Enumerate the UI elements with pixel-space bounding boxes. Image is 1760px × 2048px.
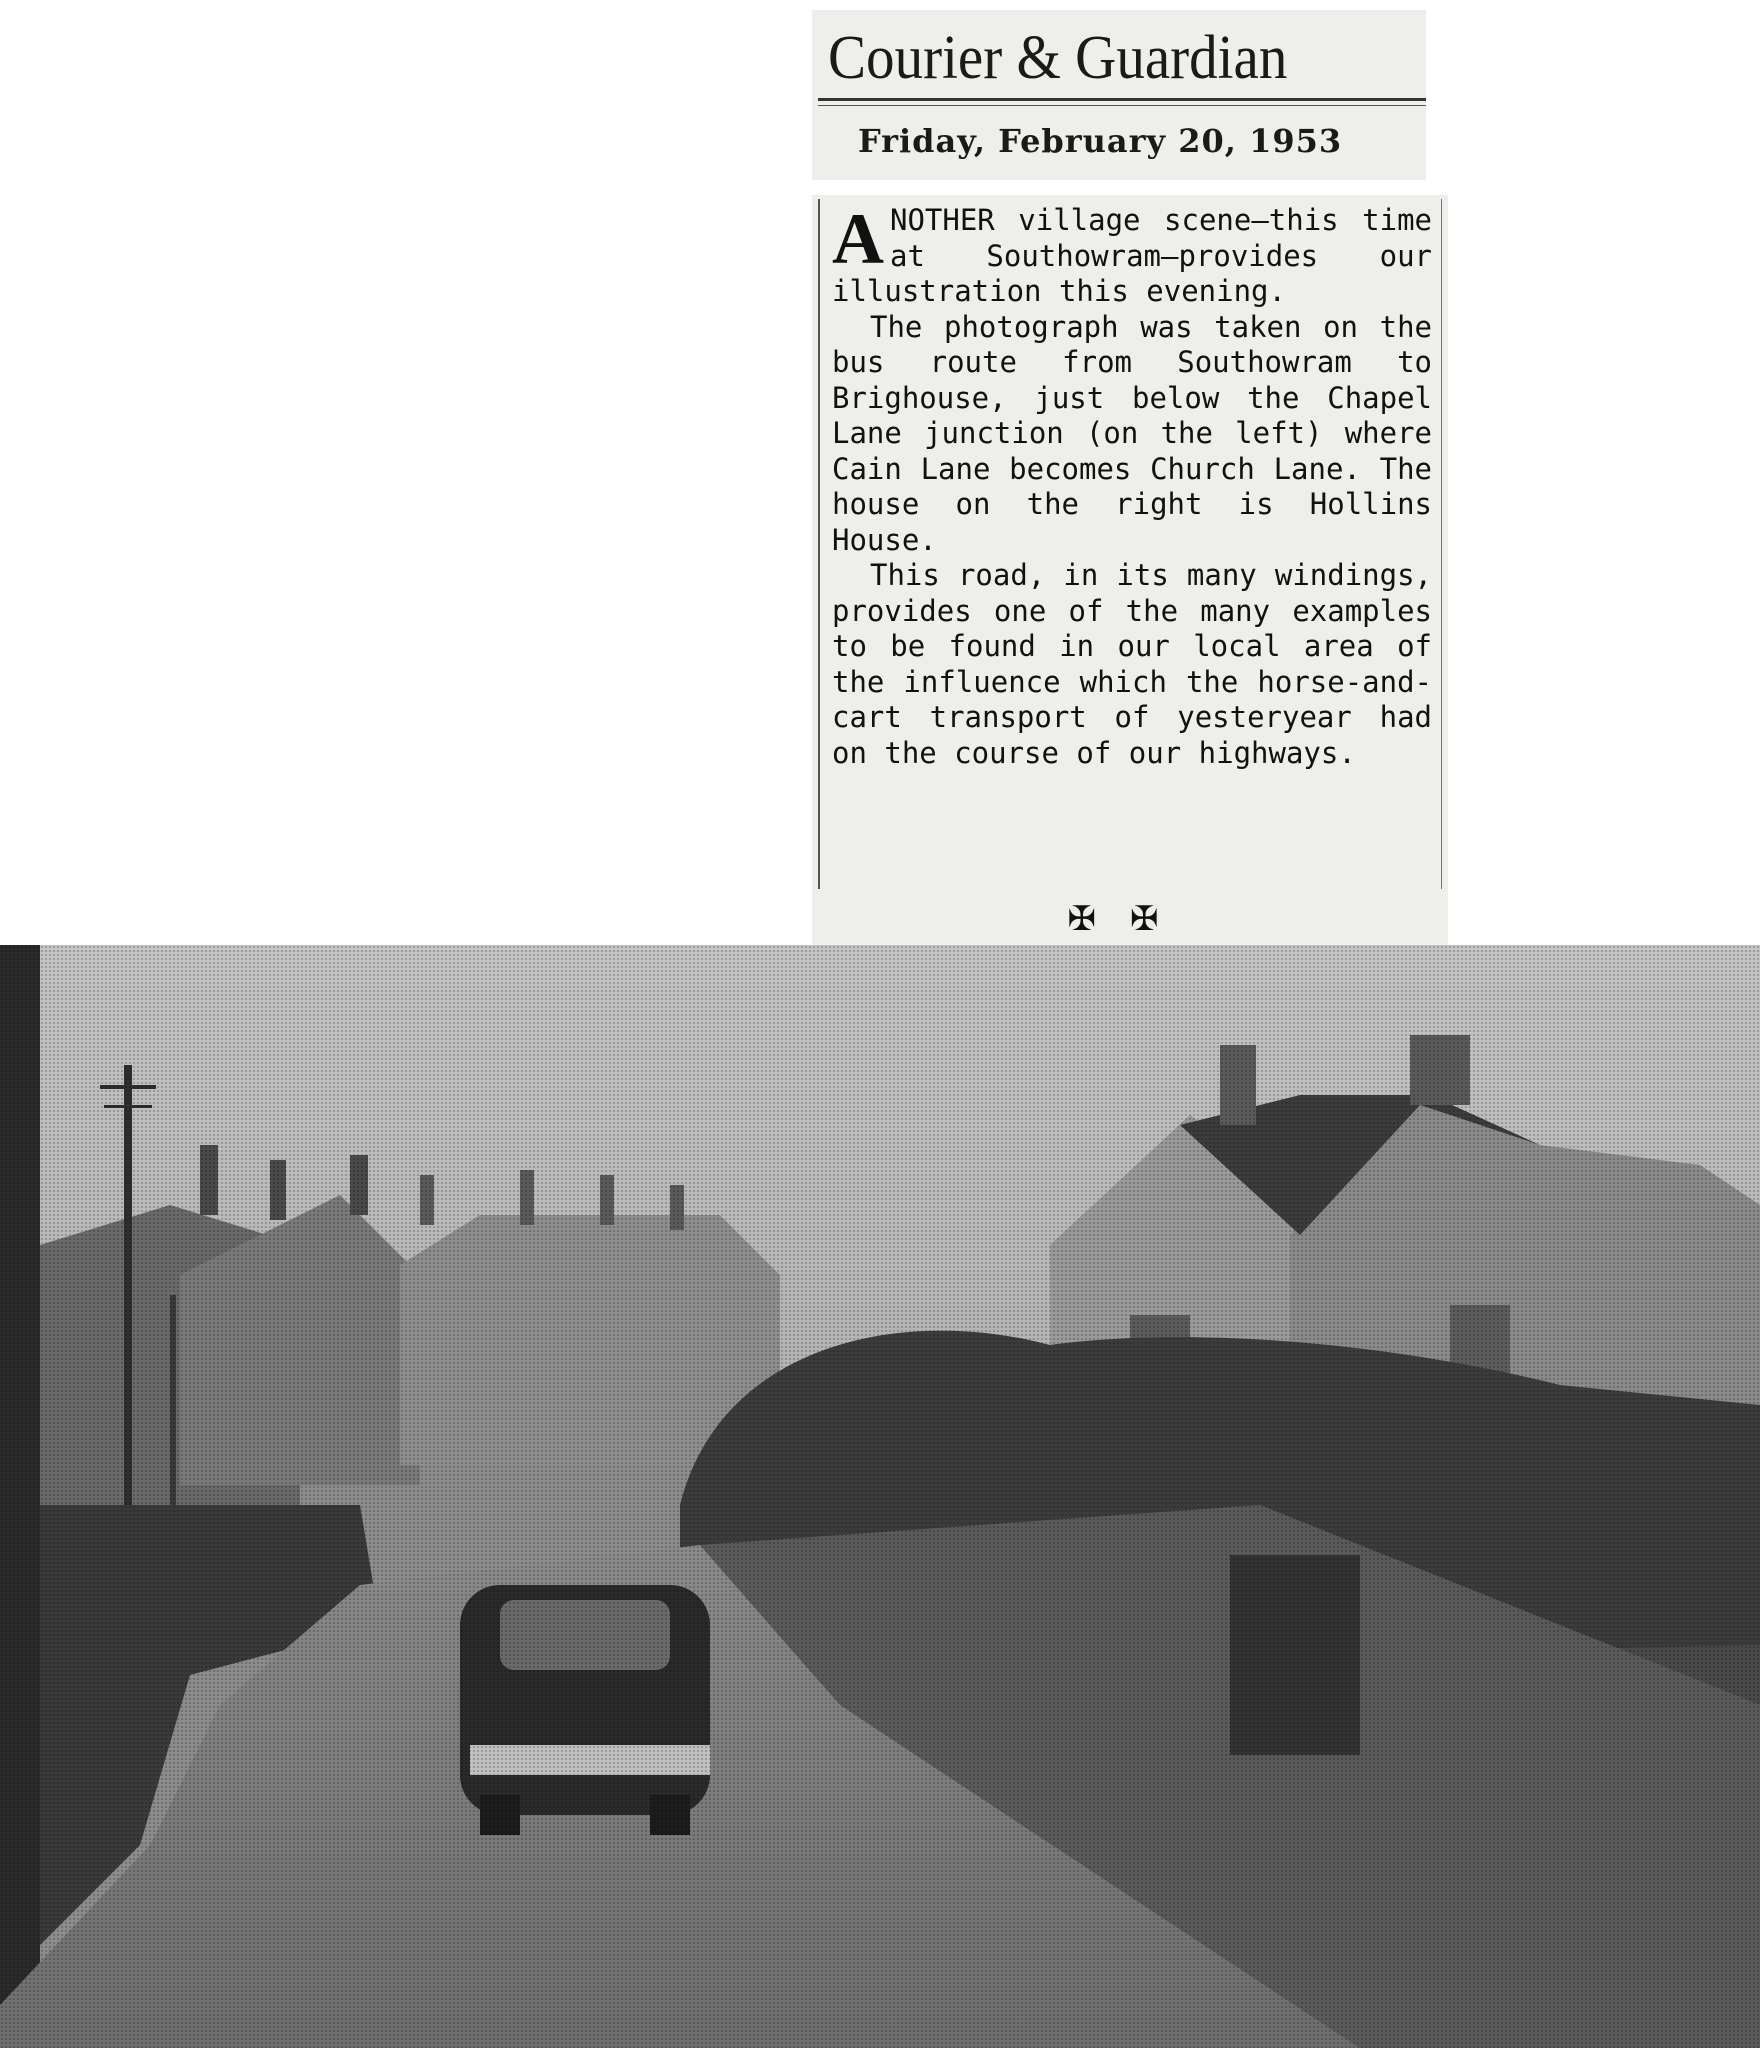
article-paragraph-2: The photograph was taken on the bus route from Southowram to Brighouse, just below the Chapel Lane junction (on the left) where Cain Lane becomes Church Lane. The house on the right is Hollins House.	[832, 309, 1432, 557]
publication-date: Friday, February 20, 1953	[858, 122, 1343, 160]
column-border-right	[1441, 199, 1442, 889]
halftone-photo-image	[0, 945, 1760, 2048]
ornament-icon: ✠✠	[1067, 899, 1193, 939]
street-photograph	[0, 945, 1760, 2048]
article-paragraph-3: This road, in its many windings, provides one of the many examples to be found in our local area of the influence which the horse-and-cart transport of yesteryear had on the course of our highways.	[832, 558, 1432, 770]
drop-cap: A	[832, 199, 884, 279]
article-clipping	[812, 195, 1448, 955]
masthead-clipping	[812, 10, 1426, 110]
dateline-clipping	[812, 110, 1426, 180]
article-body	[832, 199, 1432, 771]
column-border-left	[818, 199, 820, 889]
article-paragraph-1	[832, 199, 1432, 310]
newspaper-title: Courier & Guardian	[828, 24, 1288, 92]
masthead-rule	[818, 98, 1426, 101]
paragraph-1-text: NOTHER village scene—this time at Southowram—provides our illustration this evening.	[832, 203, 1432, 308]
masthead-rule-thin	[818, 105, 1426, 106]
